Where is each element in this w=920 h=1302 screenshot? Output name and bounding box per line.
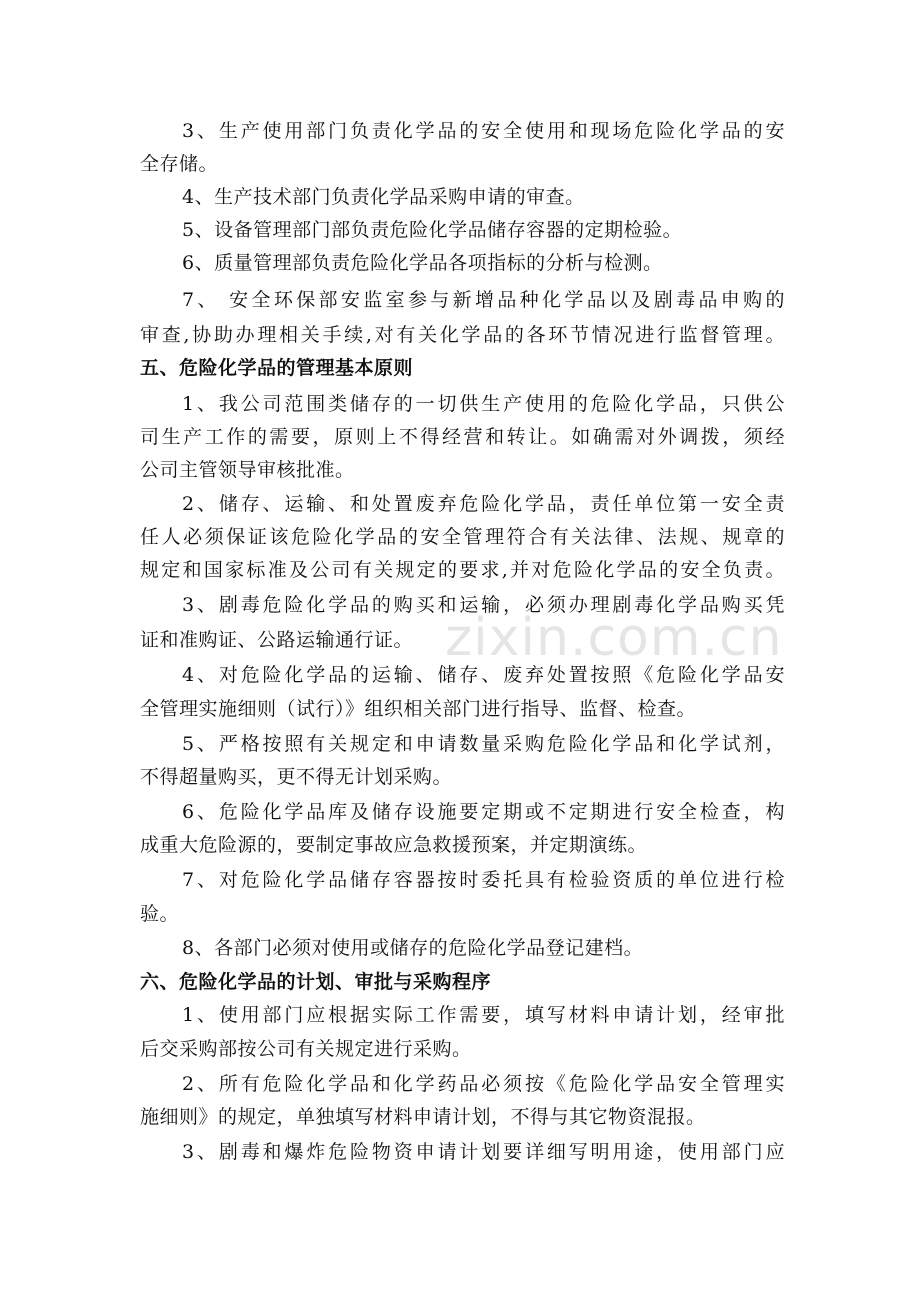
text-line: 6、危险化学品库及储存设施要定期或不定期进行安全检查，构 — [182, 801, 785, 823]
text-line: 后交采购部按公司有关规定进行采购。 — [140, 1038, 472, 1060]
watermark: zixin.com.cn — [445, 608, 783, 668]
text-line: 8、各部门必须对使用或储存的危险化学品登记建档。 — [182, 937, 644, 959]
text-line: 全存储。 — [140, 153, 219, 175]
text-line: 证和准购证、公路运输通行证。 — [140, 629, 414, 651]
text-line: 5、严格按照有关规定和申请数量采购危险化学品和化学试剂， — [182, 733, 785, 755]
text-line: 1、我公司范围类储存的一切供生产使用的危险化学品，只供公 — [182, 393, 785, 415]
text-line: 1、使用部门应根据实际工作需要，填写材料申请计划，经审批 — [182, 1004, 785, 1026]
text-line: 规定和国家标准及公司有关规定的要求,并对危险化学品的安全负责。 — [140, 559, 785, 581]
text-line: 4、对危险化学品的运输、储存、废弃处置按照《危险化学品安 — [182, 664, 785, 686]
text-line: 司生产工作的需要，原则上不得经营和转让。如确需对外调拨，须经 — [140, 426, 785, 448]
text-line: 验。 — [140, 903, 180, 925]
text-line: 任人必须保证该危险化学品的安全管理符合有关法律、法规、规章的 — [140, 526, 785, 548]
text-line: 7、 安全环保部安监室参与新增品种化学品以及剧毒品申购的 — [182, 289, 785, 311]
text-line: 施细则》的规定，单独填写材料申请计划，不得与其它物资混报。 — [140, 1106, 706, 1128]
text-line: 公司主管领导审核批准。 — [140, 459, 355, 481]
section-heading-6: 六、危险化学品的计划、审批与采购程序 — [140, 971, 492, 993]
text-line: 6、质量管理部负责危险化学品各项指标的分析与检测。 — [182, 252, 663, 274]
text-line: 3、剧毒危险化学品的购买和运输，必须办理剧毒化学品购买凭 — [182, 594, 785, 616]
text-line: 全管理实施细则（试行）》组织相关部门进行指导、监督、检查。 — [140, 698, 697, 720]
text-line: 审查,协助办理相关手续,对有关化学品的各环节情况进行监督管理。 — [140, 324, 785, 346]
text-line: 7、对危险化学品储存容器按时委托具有检验资质的单位进行检 — [182, 869, 785, 891]
section-heading-5: 五、危险化学品的管理基本原则 — [140, 357, 414, 379]
text-line: 3、剧毒和爆炸危险物资申请计划要详细写明用途，使用部门应 — [182, 1141, 785, 1163]
text-line: 成重大危险源的，要制定事故应急救援预案，并定期演练。 — [140, 834, 648, 856]
text-line: 不得超量购买，更不得无计划采购。 — [140, 766, 453, 788]
text-line: 3、生产使用部门负责化学品的安全使用和现场危险化学品的安 — [182, 120, 785, 142]
text-line: 4、生产技术部门负责化学品采购申请的审查。 — [182, 186, 585, 208]
text-line: 2、所有危险化学品和化学药品必须按《危险化学品安全管理实 — [182, 1073, 785, 1095]
text-line: 2、储存、运输、和处置废弃危险化学品，责任单位第一安全责 — [182, 493, 785, 515]
text-line: 5、设备管理部门部负责危险化学品储存容器的定期检验。 — [182, 219, 683, 241]
